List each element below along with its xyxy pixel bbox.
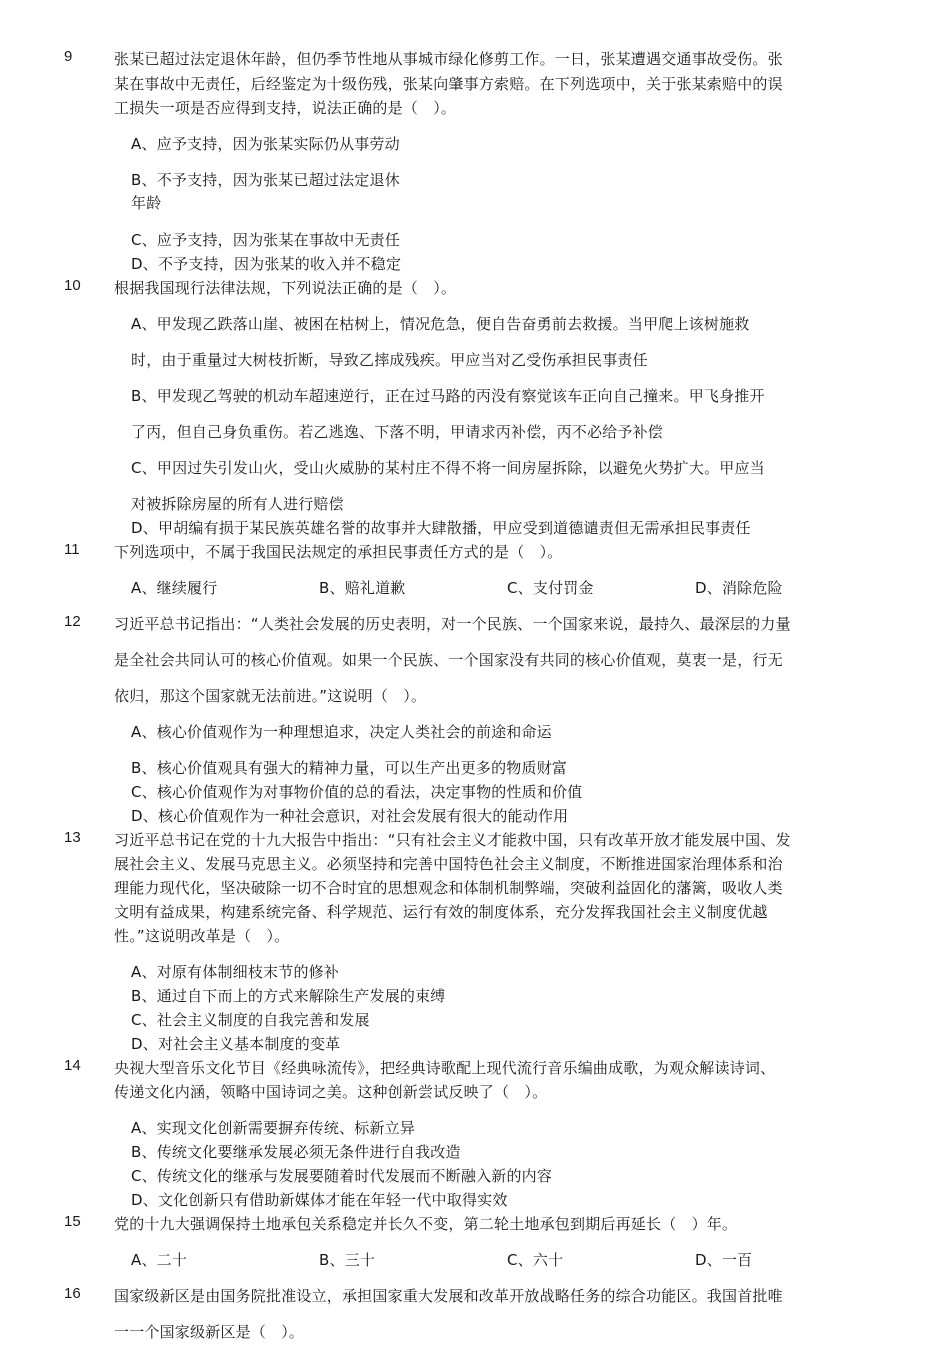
option-d: D、不予支持，因为张某的收入并不稳定: [131, 255, 402, 273]
option-c: C、支付罚金: [507, 579, 594, 597]
question-stem-line: 展社会主义、发展马克思主义。必须坚持和完善中国特色社会主义制度，不断推进国家治理体系和治: [114, 855, 783, 873]
question-stem-line: 习近平总书记在党的十九大报告中指出：“只有社会主义才能救中国，只有改革开放才能发展中国、发: [114, 831, 791, 849]
question-stem-line: 某在事故中无责任，后经鉴定为十级伤残，张某向肇事方索赔。在下列选项中，关于张某索赔中的误: [114, 75, 783, 93]
option-c: C、甲因过失引发山火，受山火威胁的某村庄不得不将一间房屋拆除，以避免火势扩大。甲应当: [131, 459, 765, 477]
question-stem-line: 下列选项中，不属于我国民法规定的承担民事责任方式的是（ ）。: [114, 543, 563, 561]
option-a: A、甲发现乙跌落山崖、被困在枯树上，情况危急，便自告奋勇前去救援。当甲爬上该树施救: [131, 315, 750, 333]
question-stem-line: 工损失一项是否应得到支持，说法正确的是（ ）。: [114, 99, 457, 117]
question-number: 9: [64, 48, 73, 65]
option-d: D、一百: [695, 1251, 753, 1269]
question-stem-line: 传递文化内涵，领略中国诗词之美。这种创新尝试反映了（ ）。: [114, 1083, 548, 1101]
option-a: A、实现文化创新需要摒弃传统、标新立异: [131, 1119, 416, 1137]
option-b: B、核心价值观具有强大的精神力量，可以生产出更多的物质财富: [131, 759, 568, 777]
option-c-continued: 对被拆除房屋的所有人进行赔偿: [131, 495, 344, 513]
option-c: C、传统文化的继承与发展要随着时代发展而不断融入新的内容: [131, 1167, 553, 1185]
question-stem-line: 是全社会共同认可的核心价值观。如果一个民族、一个国家没有共同的核心价值观，莫衷一是，行无: [114, 651, 783, 669]
option-a: A、对原有体制细枝末节的修补: [131, 963, 340, 981]
question-stem-line: 文明有益成果，构建系统完备、科学规范、运行有效的制度体系，充分发挥我国社会主义制度优越: [114, 903, 768, 921]
question-stem-line: 一一个国家级新区是（ ）。: [114, 1323, 305, 1341]
option-d: D、消除危险: [695, 579, 783, 597]
question-stem-line: 张某已超过法定退休年龄，但仍季节性地从事城市绿化修剪工作。一日，张某遭遇交通事故受伤。张: [114, 50, 783, 68]
option-b: B、通过自下而上的方式来解除生产发展的束缚: [131, 987, 446, 1005]
option-d: D、对社会主义基本制度的变革: [131, 1035, 341, 1053]
option-d: D、文化创新只有借助新媒体才能在年轻一代中取得实效: [131, 1191, 508, 1209]
option-c: C、六十: [507, 1251, 564, 1269]
question-number: 14: [64, 1057, 81, 1074]
option-a: A、继续履行: [131, 579, 218, 597]
question-stem-line: 性。”这说明改革是（ ）。: [114, 927, 290, 945]
question-number: 10: [64, 277, 81, 294]
question-stem-line: 央视大型音乐文化节目《经典咏流传》，把经典诗歌配上现代流行音乐编曲成歌，为观众解读诗词、: [114, 1059, 776, 1077]
option-b: B、不予支持，因为张某已超过法定退休: [131, 171, 400, 189]
option-b: B、赔礼道歉: [319, 579, 406, 597]
option-b-continued: 了丙，但自己身负重伤。若乙逃逸、下落不明，甲请求丙补偿，丙不必给予补偿: [131, 423, 664, 441]
question-number: 16: [64, 1285, 81, 1302]
option-b-continued: 年龄: [131, 194, 162, 212]
question-number: 12: [64, 613, 81, 630]
question-stem-line: 依归，那这个国家就无法前进。”这说明（ ）。: [114, 687, 427, 705]
question-number: 11: [64, 541, 80, 558]
option-b: B、传统文化要继承发展必须无条件进行自我改造: [131, 1143, 461, 1161]
option-d: D、甲胡编有损于某民族英雄名誉的故事并大肆散播，甲应受到道德谴责但无需承担民事责任: [131, 519, 751, 537]
option-c: C、应予支持，因为张某在事故中无责任: [131, 231, 401, 249]
option-d: D、核心价值观作为一种社会意识，对社会发展有很大的能动作用: [131, 807, 569, 825]
option-c: C、核心价值观作为对事物价值的总的看法，决定事物的性质和价值: [131, 783, 583, 801]
option-a: A、核心价值观作为一种理想追求，决定人类社会的前途和命运: [131, 723, 552, 741]
question-stem-line: 根据我国现行法律法规，下列说法正确的是（ ）。: [114, 279, 457, 297]
option-c: C、社会主义制度的自我完善和发展: [131, 1011, 370, 1029]
option-b: B、甲发现乙驾驶的机动车超速逆行，正在过马路的丙没有察觉该车正向自己撞来。甲飞身推开: [131, 387, 765, 405]
question-stem-line: 习近平总书记指出：“人类社会发展的历史表明，对一个民族、一个国家来说，最持久、最深层的力量: [114, 615, 791, 633]
option-a: A、应予支持，因为张某实际仍从事劳动: [131, 135, 400, 153]
question-stem-line: 理能力现代化，坚决破除一切不合时宜的思想观念和体制机制弊端，突破利益固化的藩篱，吸收人类: [114, 879, 783, 897]
question-stem-line: 国家级新区是由国务院批准设立，承担国家重大发展和改革开放战略任务的综合功能区。我国首批唯: [114, 1287, 783, 1305]
question-number: 13: [64, 829, 81, 846]
option-a: A、二十: [131, 1251, 188, 1269]
question-number: 15: [64, 1213, 81, 1230]
option-a-continued: 时，由于重量过大树枝折断，导致乙摔成残疾。甲应当对乙受伤承担民事责任: [131, 351, 648, 369]
option-b: B、三十: [319, 1251, 376, 1269]
question-stem-line: 党的十九大强调保持土地承包关系稳定并长久不变，第二轮土地承包到期后再延长（ ）年。: [114, 1215, 738, 1233]
